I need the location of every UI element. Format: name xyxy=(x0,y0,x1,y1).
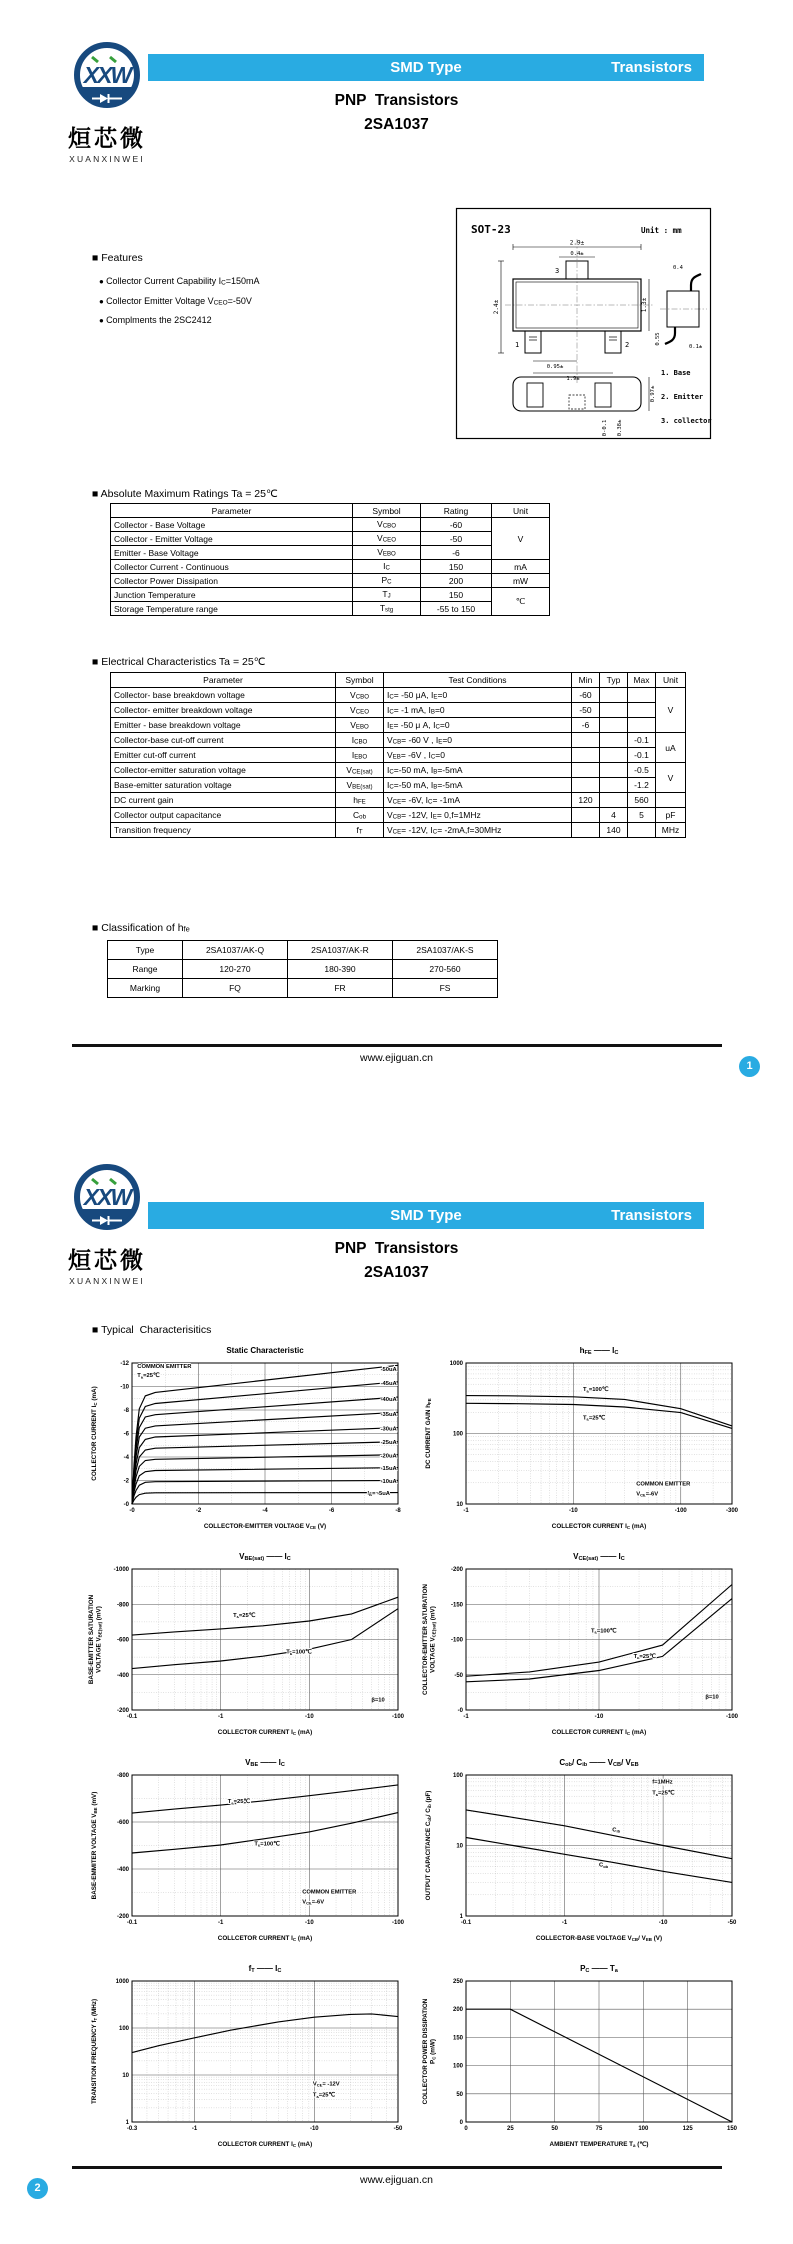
svg-text:Static Characteristic: Static Characteristic xyxy=(226,1346,304,1355)
svg-text:-10uA: -10uA xyxy=(380,1478,397,1485)
logo-xxw-text: XXW xyxy=(83,1184,131,1210)
svg-text:-800: -800 xyxy=(116,1773,129,1779)
svg-text:hFE —— IC: hFE —— IC xyxy=(579,1346,619,1357)
svg-text:-10: -10 xyxy=(594,1714,604,1720)
svg-text:1000: 1000 xyxy=(449,1361,463,1367)
svg-text:-0.1: -0.1 xyxy=(460,1920,472,1926)
logo-chinese-name: 烜芯微 xyxy=(68,1248,146,1274)
svg-text:1: 1 xyxy=(459,1914,463,1920)
svg-text:AMBIENT TEMPERATURE Ta (℃): AMBIENT TEMPERATURE Ta (℃) xyxy=(549,2141,649,2149)
svg-text:β=10: β=10 xyxy=(371,1697,385,1704)
svg-text:COLLECTOR-EMITTER VOLTAGE VCE: COLLECTOR-EMITTER VOLTAGE VCE (V) xyxy=(203,1523,327,1531)
svg-text:-15uA: -15uA xyxy=(380,1466,397,1473)
svg-text:-2: -2 xyxy=(195,1508,202,1514)
svg-text:VCE=-6V: $V_{CE}=-6V$ xyxy=(302,1899,325,1906)
typical-char-heading: ■ Typical Characterisitics xyxy=(92,1324,212,1336)
smd-type-banner xyxy=(148,1202,704,1229)
svg-text:-6: -6 xyxy=(328,1508,335,1514)
svg-text:-10: -10 xyxy=(120,1384,129,1391)
pin-2-label: 2 xyxy=(625,341,630,349)
svg-text:10: 10 xyxy=(456,1843,463,1850)
svg-text:COMMON EMITTER: COMMON EMITTER xyxy=(137,1363,192,1370)
svg-text:Cob: $C_{ob}$ xyxy=(599,1862,609,1869)
svg-text:COLLECTOR CURRENT IC (mA): COLLECTOR CURRENT IC (mA) xyxy=(217,2141,313,2149)
svg-text:100: 100 xyxy=(118,2026,129,2032)
svg-text:1000: 1000 xyxy=(115,1979,129,1985)
svg-text:DC CURRENT GAIN hFE: DC CURRENT GAIN hFE xyxy=(425,1398,433,1469)
svg-text:β=10: β=10 xyxy=(705,1694,719,1701)
svg-text:125: 125 xyxy=(682,2126,693,2132)
svg-text:250: 250 xyxy=(452,1979,463,1985)
hfe-class-heading: ■ Classification of hfe xyxy=(92,922,190,934)
svg-text:Ta=25℃: $T_a=25℃$ xyxy=(633,1653,656,1660)
svg-text:-1: -1 xyxy=(217,1920,224,1926)
footer-url: www.ejiguan.cn xyxy=(360,1052,433,1064)
svg-text:-1: -1 xyxy=(217,1714,224,1720)
svg-text:Ta=25℃: $T_a=25℃$ xyxy=(227,1799,250,1806)
hfe-class-table: Type 2SA1037/AK-Q 2SA1037/AK-R 2SA1037/AK-S Range 120-270 180-390 270-560 Marking FQ FR FS xyxy=(107,940,498,998)
svg-text:TRANSITION FREQUENCY fT (MHz: TRANSITION FREQUENCY fT (MHz) xyxy=(91,1998,99,2105)
part-number: 2SA1037 xyxy=(364,116,429,133)
svg-text:COLLECTOR CURRENT IC (mA): COLLECTOR CURRENT IC (mA) xyxy=(551,1523,647,1531)
logo-english-name: XUANXINWEI xyxy=(69,1276,145,1286)
svg-text:-45uA: -45uA xyxy=(380,1380,397,1387)
svg-text:200: 200 xyxy=(452,2007,463,2014)
svg-text:VCE= -12V: $V_{CE}= -12V$ xyxy=(312,2081,340,2088)
svg-text:-150: -150 xyxy=(450,1602,463,1609)
svg-text:-30uA: -30uA xyxy=(380,1426,397,1433)
dim-lead-width: 0.38± xyxy=(617,419,623,437)
svg-text:Ta=25℃: $T_a=25℃$ xyxy=(312,2092,336,2099)
svg-text:-0: -0 xyxy=(123,1502,129,1508)
svg-text:-800: -800 xyxy=(116,1602,129,1609)
svg-text:10: 10 xyxy=(122,2073,129,2079)
svg-text:-40uA: -40uA xyxy=(380,1397,397,1404)
svg-text:25: 25 xyxy=(506,2126,514,2132)
svg-text:COLLCETOR CURRENT IC (mA): COLLCETOR CURRENT IC (mA) xyxy=(217,1935,313,1943)
svg-text:-0: -0 xyxy=(457,1708,463,1714)
svg-text:-0.3: -0.3 xyxy=(126,2126,138,2132)
feature-item: ● Collector Current Capability IC=150mA xyxy=(99,276,260,287)
svg-text:-10: -10 xyxy=(569,1508,578,1514)
svg-text:10: 10 xyxy=(456,1502,463,1508)
feature-item: ● Collector Emitter Voltage VCEO=-50V xyxy=(99,295,252,307)
svg-text:-0.1: -0.1 xyxy=(126,1714,138,1720)
logo-chinese-name: 烜芯微 xyxy=(68,126,146,152)
footer-url: www.ejiguan.cn xyxy=(360,2174,433,2186)
dim-lead-thickness: 0.4 xyxy=(673,265,683,271)
svg-text:-50: -50 xyxy=(454,1672,463,1679)
smd-type-banner xyxy=(148,54,704,81)
svg-text:-600: -600 xyxy=(116,1637,129,1644)
feature-item: ● Complments the 2SC2412 xyxy=(99,315,212,326)
dim-lead-length: 0.55 xyxy=(655,332,661,346)
banner-transistors-label: Transistors xyxy=(611,1207,692,1224)
chart-pc-vs-ta xyxy=(420,1960,742,2160)
svg-text:100: 100 xyxy=(452,1431,463,1438)
svg-text:PC (mW): PC (mW) xyxy=(429,2039,437,2064)
svg-text:VOLTAGE VCE(sat) (mV): VOLTAGE VCE(sat) (mV) xyxy=(429,1606,437,1673)
svg-text:-1000: -1000 xyxy=(113,1567,129,1573)
pin-legend-collector: 3. collector xyxy=(661,417,712,425)
svg-text:Ta=25℃: $T_a=25℃$ xyxy=(233,1612,256,1620)
svg-text:VBE(sat) —— IC: VBE(sat) —— IC xyxy=(239,1552,291,1563)
svg-text:COLLECTOR CURRENT IC (mA): COLLECTOR CURRENT IC (mA) xyxy=(217,1729,313,1737)
svg-text:Ta=25℃: $T_a=25℃$ xyxy=(583,1415,606,1422)
banner-smd-type-label: SMD Type xyxy=(390,1207,462,1224)
svg-text:COMMON EMITTER: COMMON EMITTER xyxy=(636,1481,691,1488)
banner-smd-type-label: SMD Type xyxy=(390,59,462,76)
svg-text:-0.1: -0.1 xyxy=(126,1920,138,1926)
page-number-badge: 1 xyxy=(739,1056,760,1077)
package-unit: Unit : mm xyxy=(641,226,682,235)
pin-3-label: 3 xyxy=(555,267,560,275)
logo-xxw-text: XXW xyxy=(83,62,131,88)
features-heading: ■ Features xyxy=(92,252,143,264)
svg-text:Ta=100℃: $T_a=100℃$ xyxy=(583,1387,609,1394)
svg-text:-300: -300 xyxy=(725,1508,739,1514)
svg-text:150: 150 xyxy=(726,2126,738,2132)
svg-text:Ta=25℃: $T_a=25℃$ xyxy=(137,1373,160,1380)
svg-text:VCE=-6V: $V_{CE}=-6V$ xyxy=(636,1491,659,1498)
svg-text:VCE(sat) —— IC: VCE(sat) —— IC xyxy=(573,1552,625,1563)
svg-text:-4: -4 xyxy=(262,1508,268,1514)
svg-text:-25uA: -25uA xyxy=(380,1440,397,1447)
dim-foot: 0-0.1 xyxy=(602,419,608,437)
svg-text:IB= -5uA: $I_B= -5uA$ xyxy=(367,1490,390,1497)
banner-transistors-label: Transistors xyxy=(611,59,692,76)
chart-static-characteristic xyxy=(86,1342,408,1542)
svg-text:-50: -50 xyxy=(393,2126,403,2132)
abs-max-table: Parameter Symbol Rating Unit Collector - Base Voltage VCBO -60 V Collector - Emitter Voltage VCEO -50 Emitter - Base Voltage VEBO -6 Collector Current - Continuous IC 150 mA Collector Power Dissipation PC 200 mW Junction Temperature TJ 150 ℃ Storage Temperature range Tstg -55 to 150 xyxy=(110,503,550,616)
svg-text:-0: -0 xyxy=(129,1508,135,1514)
dim-standoff: 0.1± xyxy=(689,344,703,350)
package-drawing xyxy=(455,207,712,440)
dim-pin-span: 1.9± xyxy=(566,376,580,382)
svg-text:BASE-EMITTER SATURATION: BASE-EMITTER SATURATION xyxy=(88,1594,95,1685)
pin-legend-emitter: 2. Emitter xyxy=(661,393,704,401)
svg-text:VBE —— IC: VBE —— IC xyxy=(245,1758,285,1769)
logo-english-name: XUANXINWEI xyxy=(69,154,145,164)
svg-text:COLLECTOR CURRENT IC (mA): COLLECTOR CURRENT IC (mA) xyxy=(91,1386,99,1481)
svg-text:100: 100 xyxy=(452,2063,463,2070)
page-number-badge: 2 xyxy=(27,2178,48,2199)
svg-text:-6: -6 xyxy=(123,1431,129,1438)
svg-text:-100: -100 xyxy=(391,1714,405,1720)
svg-text:f=1MHz: f=1MHz xyxy=(652,1779,673,1786)
svg-text:-100: -100 xyxy=(450,1637,463,1644)
svg-text:100: 100 xyxy=(452,1773,463,1779)
pin-legend-base: 1. Base xyxy=(661,369,691,377)
svg-text:Ta=100℃: $T_a=100℃$ xyxy=(286,1649,312,1656)
svg-text:Cob/ Cib —— VCB/ VEB: Cob/ Cib —— VCB/ VEB xyxy=(559,1758,639,1769)
svg-text:-35uA: -35uA xyxy=(380,1411,397,1418)
svg-text:-8: -8 xyxy=(395,1508,401,1514)
svg-text:-1: -1 xyxy=(463,1714,469,1720)
svg-text:COLLECTOR CURRENT IC (mA): COLLECTOR CURRENT IC (mA) xyxy=(551,1729,647,1737)
svg-text:-1: -1 xyxy=(463,1508,469,1514)
svg-text:-10: -10 xyxy=(309,2126,319,2132)
svg-text:PC —— Ta: PC —— Ta xyxy=(580,1964,618,1975)
page-footer-rule xyxy=(72,2166,722,2169)
logo-mark-icon xyxy=(65,1160,149,1236)
svg-text:150: 150 xyxy=(452,2035,463,2042)
package-name: SOT-23 xyxy=(471,223,511,236)
svg-text:-8: -8 xyxy=(123,1408,129,1414)
svg-text:-600: -600 xyxy=(116,1820,129,1826)
svg-text:COLLECTOR-EMITTER SATURATION: COLLECTOR-EMITTER SATURATION xyxy=(422,1584,429,1695)
svg-text:-20uA: -20uA xyxy=(380,1453,397,1460)
svg-text:-10: -10 xyxy=(658,1920,668,1926)
dim-pin-pitch: 0.95± xyxy=(546,364,564,370)
elec-char-table: Parameter Symbol Test Conditions Min Typ Max Unit Collector- base breakdown voltage VCBO IC= -50 μA, IE=0 -60 V Collector- emitter breakdown voltage VCEO IC= -1 mA, IB=0 -50 Emitter - base breakdown voltage VEBO IE= -50 μ A, IC=0 -6 Collector-base cut-off current ICBO VCB= -60 V , IE=0 -0.1 uA Emitter cut-off current IEBO VEB= -6V , IC=0 -0.1 Collector-emitter saturation voltage VCE(sat) IC=-50 mA, IB=-5mA -0.5 V Base-emitter saturation voltage VBE(sat) IC=-50 mA, IB=-5mA -1.2 DC current gain hFE VCE= -6V, IC= -1mA 120 560 Collector output capacitance Cob VCB= -12V, IE= 0,f=1MHz 4 5 pF Transition frequency fT VCE= -12V, IC= -2mA,f=30MHz 140 MHz xyxy=(110,672,686,838)
dim-body-width: 2.9± xyxy=(569,239,585,247)
pin-1-label: 1 xyxy=(515,341,520,349)
page-2 xyxy=(0,1122,793,2244)
svg-text:-100: -100 xyxy=(674,1508,687,1514)
svg-text:-10: -10 xyxy=(304,1920,314,1926)
svg-text:-12: -12 xyxy=(120,1361,129,1367)
svg-text:50: 50 xyxy=(456,2091,463,2098)
svg-text:-200: -200 xyxy=(450,1567,463,1573)
svg-text:Ta=25℃: $T_a=25℃$ xyxy=(652,1790,675,1797)
svg-text:100: 100 xyxy=(638,2126,649,2132)
svg-text:-1: -1 xyxy=(191,2126,198,2132)
abs-max-heading: ■ Absolute Maximum Ratings Ta = 25℃ xyxy=(92,488,278,500)
svg-text:-400: -400 xyxy=(116,1672,129,1679)
svg-text:0: 0 xyxy=(464,2126,468,2132)
svg-text:-10: -10 xyxy=(304,1714,314,1720)
features-list xyxy=(99,276,260,334)
svg-text:Ta=100℃: $T_a=100℃$ xyxy=(254,1841,280,1848)
chart-hfe-vs-ic xyxy=(420,1342,742,1542)
svg-text:OUTPUT CAPACITANCE Cob/ Cib: OUTPUT CAPACITANCE Cob/ Cib (pF) xyxy=(425,1790,433,1901)
svg-text:Cib: $C_{ib}$ xyxy=(612,1827,621,1834)
svg-text:COLLECTOR POWER DISSIPATION: COLLECTOR POWER DISSIPATION xyxy=(422,1998,429,2105)
svg-text:-50uA: -50uA xyxy=(380,1366,397,1373)
svg-text:0: 0 xyxy=(459,2120,463,2126)
svg-text:BASE-EMMITER VOLTAGE VBE (mV: BASE-EMMITER VOLTAGE VBE (mV) xyxy=(91,1791,99,1900)
svg-text:fT —— IC: fT —— IC xyxy=(248,1964,282,1975)
svg-text:-200: -200 xyxy=(116,1708,129,1714)
svg-text:COLLECTOR-BASE VOLTAGE VCB/ V: COLLECTOR-BASE VOLTAGE VCB/ VEB (V) xyxy=(535,1935,663,1943)
dim-body-height: 2.4± xyxy=(493,299,500,315)
svg-text:-400: -400 xyxy=(116,1867,129,1873)
part-number: 2SA1037 xyxy=(364,1264,429,1281)
svg-text:50: 50 xyxy=(551,2126,559,2132)
svg-text:-50: -50 xyxy=(727,1920,737,1926)
dim-total-height: 0.97± xyxy=(650,385,656,403)
svg-text:-200: -200 xyxy=(116,1914,129,1920)
chart-vbe-vs-ic xyxy=(86,1754,408,1954)
chart-vcesat-vs-ic xyxy=(420,1548,742,1748)
svg-text:-100: -100 xyxy=(391,1920,405,1926)
svg-text:75: 75 xyxy=(595,2126,603,2132)
svg-text:COMMON EMITTER: COMMON EMITTER xyxy=(302,1889,357,1896)
dim-tab-width: 0.4± xyxy=(570,251,584,257)
svg-text:-1: -1 xyxy=(561,1920,568,1926)
chart-vbesat-vs-ic xyxy=(86,1548,408,1748)
doc-title: PNP Transistors xyxy=(334,92,459,109)
chart-ft-vs-ic xyxy=(86,1960,408,2160)
elec-char-heading: ■ Electrical Characteristics Ta = 25℃ xyxy=(92,656,266,668)
svg-text:VOLTAGE VBE(sat) (mV): VOLTAGE VBE(sat) (mV) xyxy=(95,1606,103,1673)
svg-text:Ta=100℃: $T_a=100℃$ xyxy=(591,1628,617,1635)
svg-text:-100: -100 xyxy=(725,1714,739,1720)
svg-text:-2: -2 xyxy=(123,1478,129,1485)
dim-body-depth: 1.3± xyxy=(641,297,648,313)
doc-title: PNP Transistors xyxy=(334,1240,459,1257)
svg-text:1: 1 xyxy=(125,2120,129,2126)
chart-capacitance-vs-voltage xyxy=(420,1754,742,1954)
page-footer-rule xyxy=(72,1044,722,1047)
svg-text:-4: -4 xyxy=(123,1455,129,1461)
